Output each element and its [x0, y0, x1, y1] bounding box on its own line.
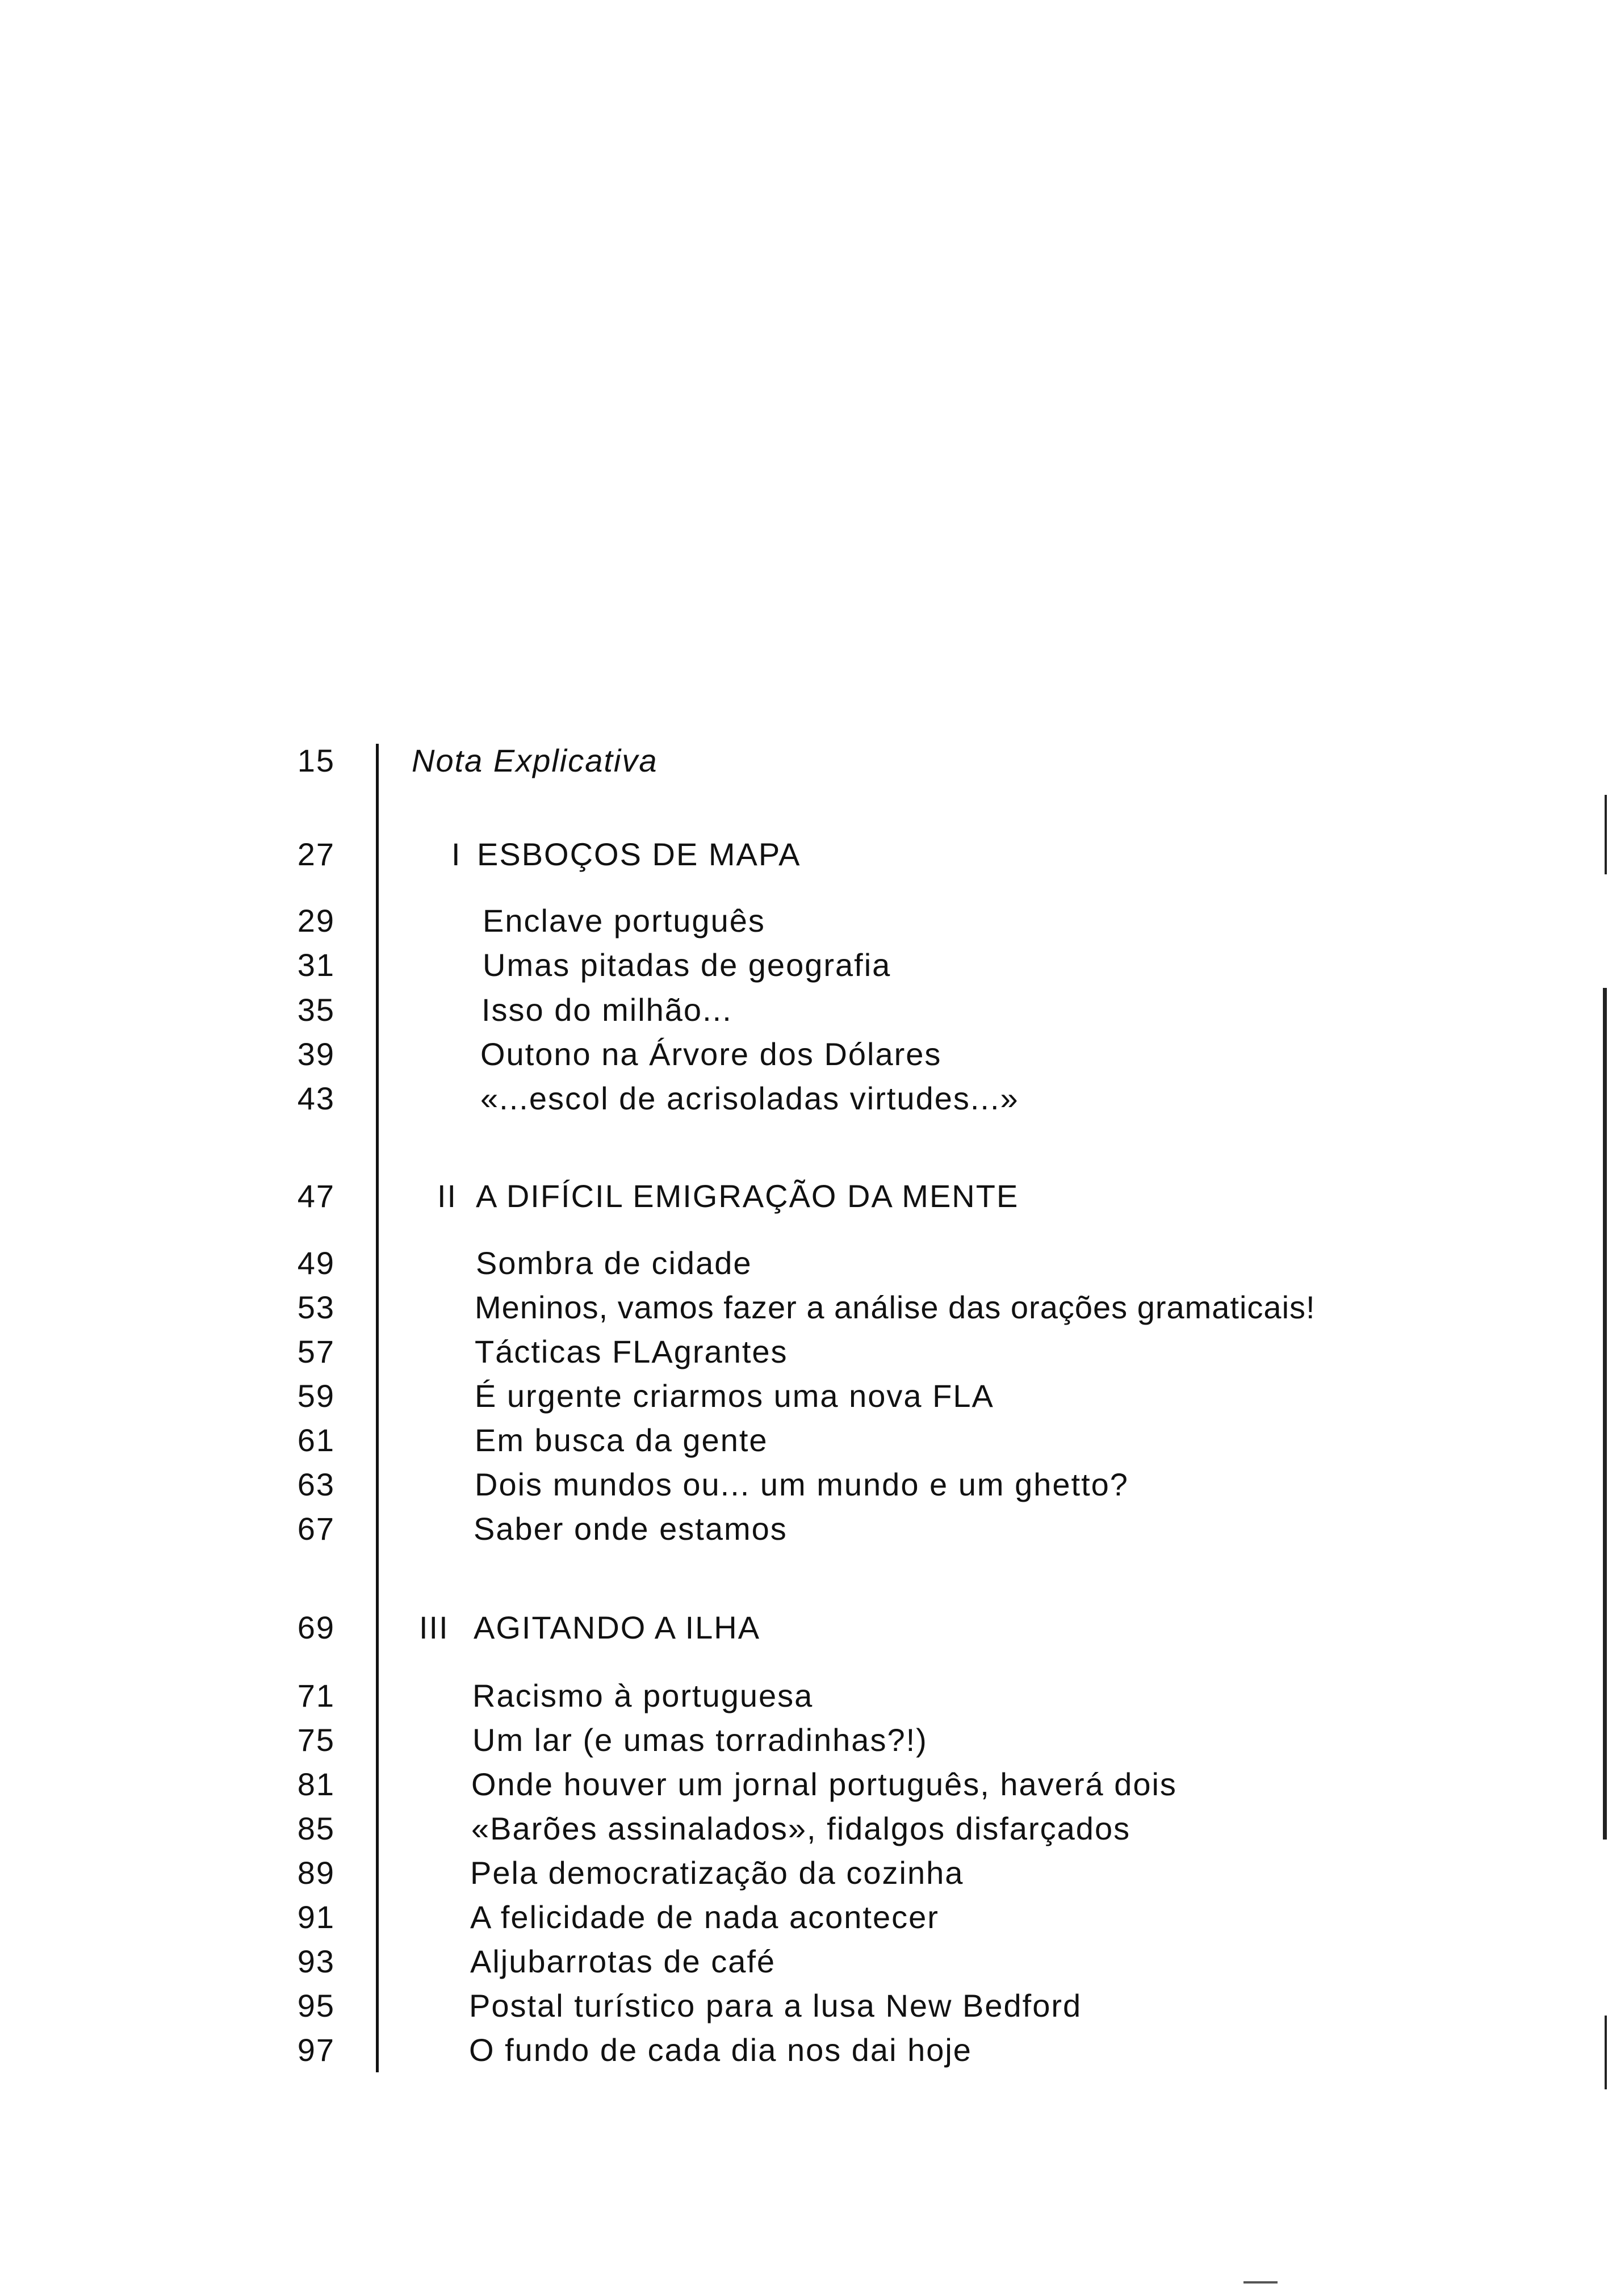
entry-title: Isso do milhão... [481, 992, 732, 1028]
entry-title: Um lar (e umas torradinhas?!) [472, 1722, 928, 1758]
entry-title: «...escol de acrisoladas virtudes...» [480, 1080, 1019, 1116]
toc-entry [0, 1853, 1608, 1893]
entry-title: Tácticas FLAgrantes [475, 1334, 788, 1369]
entry-title: Enclave português [483, 903, 765, 938]
section-roman-numeral: II [437, 1178, 458, 1214]
toc-entry [0, 990, 1608, 1030]
section-roman-numeral: I [451, 836, 462, 872]
entry-title: Racismo à portuguesa [472, 1678, 814, 1713]
page-number: 43 [297, 1080, 335, 1116]
toc-entry [0, 1243, 1608, 1283]
section-roman-numeral: III [419, 1610, 449, 1645]
toc-entry [0, 1942, 1608, 1981]
toc-entry [0, 1079, 1608, 1118]
page-number: 39 [297, 1036, 335, 1072]
entry-title: Umas pitadas de geografia [483, 947, 891, 983]
page-number: 47 [297, 1178, 335, 1214]
entry-title: Aljubarrotas de café [470, 1943, 776, 1979]
page-number: 85 [297, 1811, 335, 1846]
toc-entry [0, 1720, 1608, 1760]
toc-entry [0, 1809, 1608, 1849]
page-number: 71 [297, 1678, 335, 1713]
page-foot-mark [1243, 2281, 1278, 2284]
toc-entry [0, 901, 1608, 941]
toc-entry [0, 2030, 1608, 2070]
entry-title: O fundo de cada dia nos dai hoje [469, 2032, 972, 2068]
page-number: 31 [297, 947, 335, 983]
page-number: 97 [297, 2032, 335, 2068]
entry-title: Nota Explicativa [412, 743, 658, 778]
entry-title: Onde houver um jornal português, haverá dois [471, 1766, 1177, 1802]
toc-entry [0, 1332, 1608, 1372]
toc-entry [0, 1986, 1608, 2026]
toc-section-heading [0, 835, 1608, 874]
section-title: AGITANDO A ILHA [474, 1610, 761, 1645]
entry-title: Sombra de cidade [476, 1245, 752, 1281]
toc-entry [0, 1034, 1608, 1074]
entry-title: Dois mundos ou... um mundo e um ghetto? [475, 1467, 1129, 1502]
page-number: 35 [297, 992, 335, 1028]
entry-title: Meninos, vamos fazer a análise das orações gramaticais! [475, 1289, 1316, 1325]
page-number: 57 [297, 1334, 335, 1369]
entry-title: Em busca da gente [475, 1422, 768, 1458]
toc-entry [0, 945, 1608, 985]
page-number: 89 [297, 1855, 335, 1891]
entry-title: Postal turístico para a lusa New Bedford [469, 1988, 1082, 2023]
toc-entry [0, 1421, 1608, 1460]
page-number: 69 [297, 1610, 335, 1645]
page-number: 93 [297, 1943, 335, 1979]
page-number: 15 [297, 743, 335, 778]
section-title: A DIFÍCIL EMIGRAÇÃO DA MENTE [476, 1178, 1019, 1214]
entry-title: Saber onde estamos [474, 1511, 788, 1547]
page-number: 63 [297, 1467, 335, 1502]
page-number: 81 [297, 1766, 335, 1802]
page-number: 27 [297, 836, 335, 872]
page-number: 61 [297, 1422, 335, 1458]
page-number: 95 [297, 1988, 335, 2023]
toc-entry [0, 741, 1608, 781]
page-number: 49 [297, 1245, 335, 1281]
entry-title: A felicidade de nada acontecer [470, 1899, 939, 1935]
toc-entry [0, 1288, 1608, 1327]
toc-entry [0, 1465, 1608, 1505]
section-title: ESBOÇOS DE MAPA [477, 836, 801, 872]
toc-entry [0, 1897, 1608, 1937]
toc-entry [0, 1676, 1608, 1716]
entry-title: «Barões assinalados», fidalgos disfarçados [471, 1811, 1131, 1846]
page-number: 91 [297, 1899, 335, 1935]
entry-title: É urgente criarmos uma nova FLA [475, 1378, 994, 1414]
toc-section-heading [0, 1176, 1608, 1216]
page-number: 29 [297, 903, 335, 938]
toc-entry [0, 1765, 1608, 1804]
entry-title: Outono na Árvore dos Dólares [480, 1036, 942, 1072]
page-number: 59 [297, 1378, 335, 1414]
page-number: 53 [297, 1289, 335, 1325]
toc-entry [0, 1509, 1608, 1549]
toc-section-heading [0, 1608, 1608, 1648]
toc-entry [0, 1376, 1608, 1416]
page-number: 75 [297, 1722, 335, 1758]
entry-title: Pela democratização da cozinha [470, 1855, 964, 1891]
page-number: 67 [297, 1511, 335, 1547]
